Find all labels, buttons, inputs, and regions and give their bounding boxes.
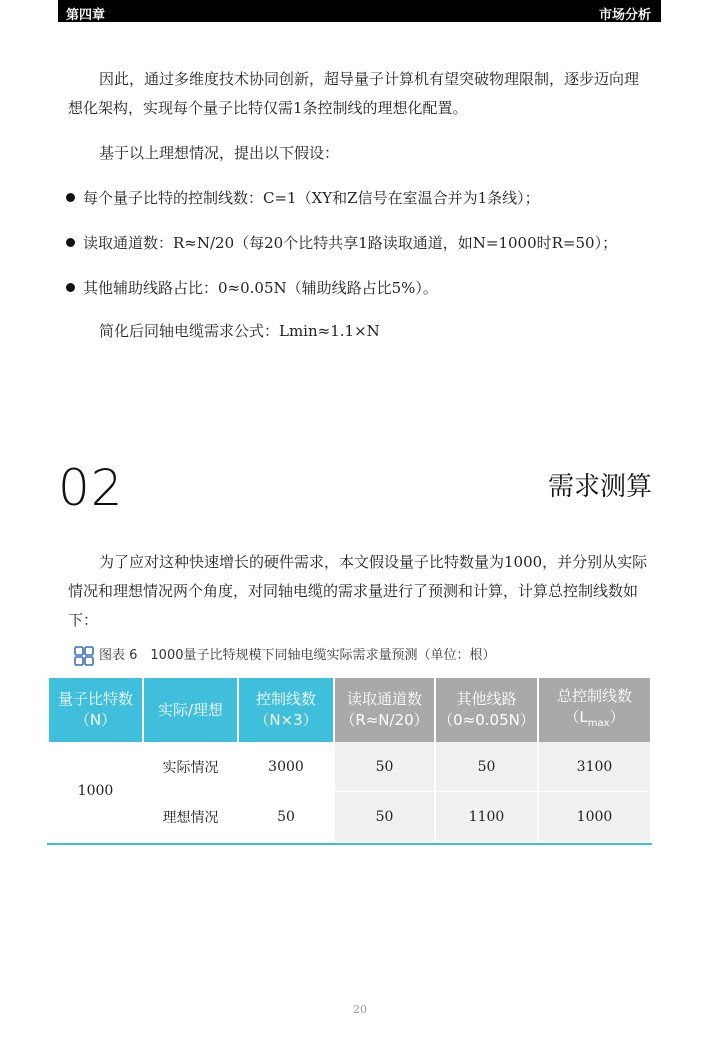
bullet-item — [66, 277, 438, 299]
read-cell: 50 — [335, 792, 434, 841]
paragraph-assumptions-intro: 基于以上理想情况，提出以下假设： — [99, 144, 340, 162]
chapter-header-bar — [58, 0, 661, 22]
header-total-sub: $(L_{max})$ — [564, 708, 625, 729]
bullet-dot-icon — [66, 193, 75, 202]
total-cell: 1000 — [539, 792, 650, 841]
row-label-cell: 实际情况 — [144, 742, 237, 792]
paragraph-conclusion: 因此，通过多维度技术协同创新，超导量子计算机有望突破物理限制，逐步迈向理想化架构，实现每个量子比特仅需1条控制线的理想化配置。 — [68, 70, 640, 117]
bullet-text: 读取通道数：R≈N/20（每20个比特共享1路读取通道，如N=1000时R=50）； — [83, 234, 618, 252]
caption-text: 图表 6 1000量子比特规模下同轴电缆实际需求量预测（单位：根） — [99, 648, 496, 663]
table-caption — [73, 644, 496, 668]
grid-icon — [73, 645, 95, 667]
bullet-text: 每个量子比特的控制线数：C=1（XY和Z信号在室温合并为1条线）； — [83, 189, 540, 207]
bullet-dot-icon — [66, 238, 75, 247]
header-other-label: 其他线路 — [456, 690, 517, 708]
section-number: 02 — [58, 459, 124, 517]
control-cell: 50 — [277, 808, 295, 825]
chapter-label: 第四章 — [66, 8, 106, 23]
other-cell: 50 — [436, 742, 537, 792]
header-control-label: 控制线数 — [255, 690, 316, 708]
header-read — [335, 678, 434, 742]
header-read-label: 读取通道数 — [346, 690, 422, 708]
bullet-item — [66, 187, 540, 209]
qubit-count-cell: 1000 — [49, 742, 142, 841]
formula-text: 简化后同轴电缆需求公式：Lmin≈1.1×N — [99, 322, 380, 340]
row-label-cell: 理想情况 — [162, 809, 219, 826]
header-control-sub: （N×3） — [254, 711, 318, 729]
demand-table — [47, 678, 652, 841]
header-qubits — [49, 678, 142, 742]
control-cell: 3000 — [239, 742, 333, 792]
read-cell: 50 — [335, 742, 434, 792]
total-cell: 3100 — [539, 742, 650, 792]
page-number: 20 — [353, 1003, 367, 1016]
paragraph-intro: 为了应对这种快速增长的硬件需求，本文假设量子比特数量为1000，并分别从实际情况和理想情况两个角度，对同轴电缆的需求量进行了预测和计算，计算总控制线数如下： — [68, 553, 648, 629]
section-label: 市场分析 — [598, 8, 651, 23]
table-row — [49, 742, 650, 792]
header-type — [144, 678, 237, 742]
table-bottom-rule — [47, 843, 652, 845]
table-header-row — [49, 678, 650, 742]
other-cell: 1100 — [436, 792, 537, 841]
header-total — [539, 678, 650, 742]
header-other — [436, 678, 537, 742]
header-read-sub: （R≈N/20） — [340, 711, 429, 729]
bullet-item — [66, 232, 617, 254]
header-total-label: 总控制线数 — [556, 687, 632, 705]
header-control — [239, 678, 333, 742]
section-title: 需求测算 — [547, 472, 652, 502]
header-qubits-sub: （N） — [74, 711, 117, 729]
bullet-dot-icon — [66, 283, 75, 292]
bullet-text: 其他辅助线路占比：0≈0.05N（辅助线路占比5%）。 — [83, 279, 438, 297]
header-other-sub: （0≈0.05N） — [438, 711, 535, 729]
header-type-label: 实际/理想 — [157, 700, 224, 719]
header-qubits-label: 量子比特数 — [57, 690, 133, 708]
